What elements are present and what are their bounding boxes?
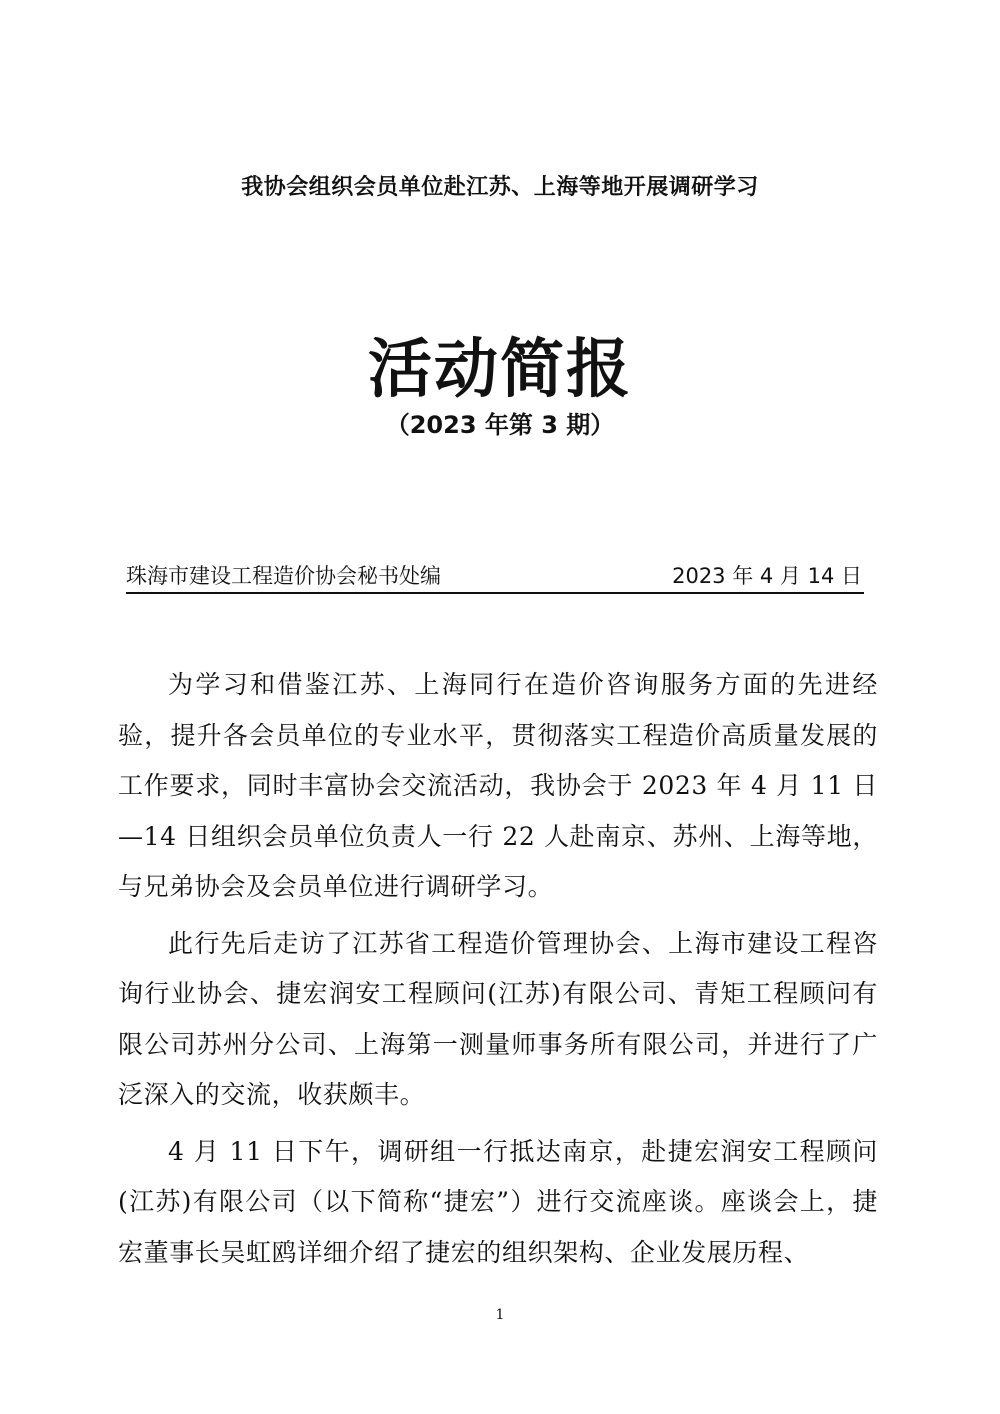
paragraph: 此行先后走访了江苏省工程造价管理协会、上海市建设工程咨询行业协会、捷宏润安工程顾问(江苏)有限公司、青矩工程顾问有限公司苏州分公司、上海第一测量师事务所有限公司，并进行了广泛深入的交流，收获颇丰。 bbox=[118, 928, 878, 1109]
publish-date: 2023 年 4 月 14 日 bbox=[672, 564, 862, 588]
editor-line bbox=[126, 562, 864, 594]
page-number: 1 bbox=[495, 1307, 505, 1323]
paragraph: 为学习和借鉴江苏、上海同行在造价咨询服务方面的先进经验，提升各会员单位的专业水平，贯彻落实工程造价高质量发展的工作要求，同时丰富协会交流活动，我协会于 2023 年 4 月 11 日—14 日组织会员单位负责人一行 22 人赴南京、苏州、上海等地，与兄弟协会及会员单位进行调研学习。 bbox=[118, 670, 878, 901]
editor-org: 珠海市建设工程造价协会秘书处编 bbox=[126, 564, 441, 588]
paragraph: 4 月 11 日下午，调研组一行抵达南京，赴捷宏润安工程顾问(江苏)有限公司（以下简称“捷宏”）进行交流座谈。座谈会上，捷宏董事长吴虹鸥详细介绍了捷宏的组织架构、企业发展历程、 bbox=[118, 1136, 878, 1267]
issue-number: （2023 年第 3 期） bbox=[385, 411, 615, 439]
document-subtitle: 我协会组织会员单位赴江苏、上海等地开展调研学习 bbox=[241, 175, 759, 200]
document-title: 活动简报 bbox=[368, 333, 632, 407]
body-text bbox=[118, 660, 878, 1284]
